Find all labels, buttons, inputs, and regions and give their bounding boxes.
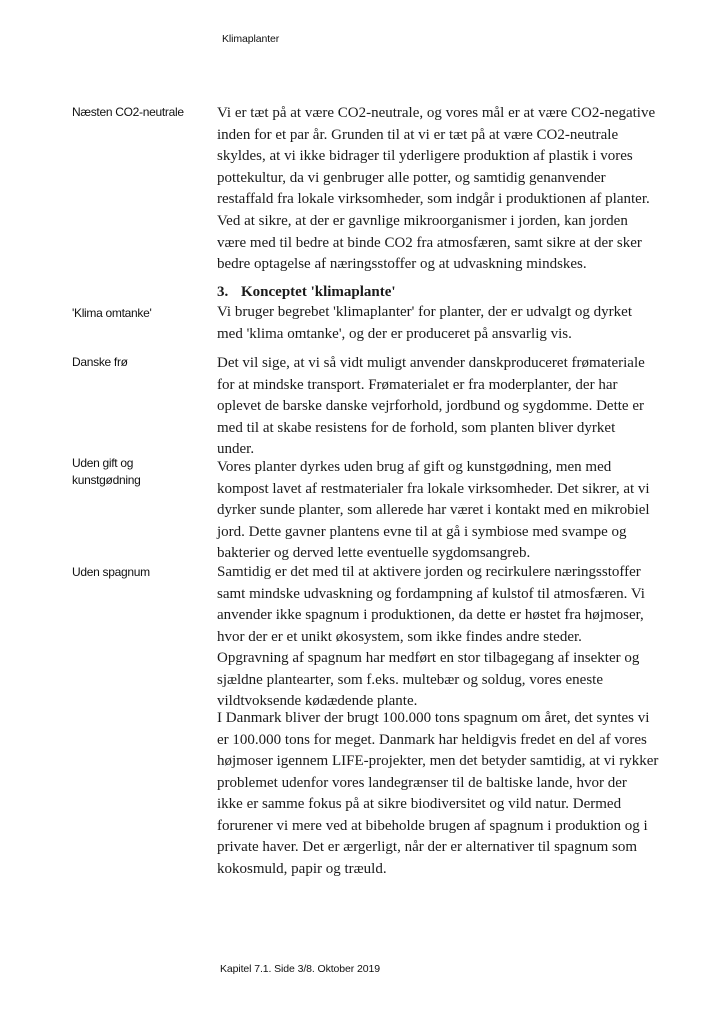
paragraph-uden-spagnum [217,562,687,713]
text-line: ikke er samme fokus på at sikre biodiversitet og vild natur. Dermed [217,796,622,812]
sidebar-label-line: kunstgødning [72,473,141,487]
paragraph-co2-neutral [217,103,687,211]
sidebar-label-uden-spagnum: Uden spagnum [72,565,150,579]
text-line: er 100.000 tons for meget. Danmark har heldigvis fredet en del af vores [217,731,647,748]
sidebar-label-uden-gift [72,455,140,489]
section-heading [217,284,396,301]
text-line: restaffald fra lokale virksomheder, som indgår i produktionen af planter. [217,191,650,207]
text-line: dyrker sunde planter, som allerede har været i kontakt med en mikrobiel [217,502,650,518]
text-line: anvender ikke spagnum i produktionen, da dette er høstet fra højmoser, [217,607,644,623]
text-line: kompost lavet af restmaterialer fra lokale virksomheder. Det sikrer, at vi [217,480,650,497]
text-line: hvor der er et unikt økosystem, som ikke findes andre steder. [217,628,582,645]
text-line: kokosmuld, papir og træuld. [217,860,387,877]
text-line: samt mindske udvaskning og fordampning af kulstof til atmosfæren. Vi [217,585,645,602]
section-title: Konceptet 'klimaplante' [241,284,396,300]
text-line: forurener vi mere ved at bibeholde brugen af spagnum i produktion og i [217,817,648,834]
paragraph-uden-gift [217,457,687,565]
sidebar-label-danske-fro: Danske frø [72,355,128,369]
sidebar-label-line: Uden gift og [72,456,134,470]
text-line: Vi bruger begrebet 'klimaplanter' for planter, der er udvalgt og dyrket [217,304,632,320]
text-line: bakterier og derved lette eventuelle sygdomsangreb. [217,545,531,561]
text-line: højmoser igennem LIFE-projekter, men det betyder samtidig, at vi rykker [217,753,659,769]
text-line: med 'klima omtanke', og der er produceret på ansvarlig vis. [217,325,572,342]
text-line: inden for et par år. Grunden til at vi er tæt på at være CO2-neutrale [217,126,619,143]
text-line: jord. Dette gavner plantens evne til at gå i symbiose med svampe og [217,523,627,540]
text-line: I Danmark bliver der brugt 100.000 tons spagnum om året, det syntes vi [217,710,650,726]
text-line: Det vil sige, at vi så vidt muligt anvender danskproduceret frømateriale [217,355,645,371]
sidebar-label-co2-neutral: Næsten CO2-neutrale [72,105,184,119]
text-line: Ved at sikre, at der er gavnlige mikroorganismer i jorden, kan jorden [217,213,628,229]
page-header: Klimaplanter [222,33,280,45]
text-line: Vi er tæt på at være CO2-neutrale, og vores mål er at være CO2-negative [217,105,656,121]
text-line: problemet udenfor vores landegrænser til de baltiske lande, hvor der [217,774,627,791]
text-line: Opgravning af spagnum har medført en stor tilbagegang af insekter og [217,650,640,666]
text-line: være med til bedre at binde CO2 fra atmosfæren, samt sikre at der sker [217,234,642,251]
text-line: skyldes, at vi ikke bidrager til yderligere produktion af plastik i vores [217,148,633,164]
text-line: Samtidig er det med til at aktivere jorden og recirkulere næringsstoffer [217,564,641,580]
text-line: for at mindske transport. Frømaterialet er fra moderplanter, der har [217,376,618,393]
sidebar-label-klima-omtanke: 'Klima omtanke' [72,306,152,320]
paragraph-danske-fro [217,353,687,461]
text-line: private haver. Det er ærgerligt, når der er alternativer til spagnum som [217,839,637,855]
text-line: pottekultur, da vi genbruger alle potter, og samtidig genanvender [217,169,606,186]
page-footer: Kapitel 7.1. Side 3/8. Oktober 2019 [220,963,380,975]
text-line: Vores planter dyrkes uden brug af gift og kunstgødning, men med [217,459,612,475]
text-line: oplevet de barske danske vejrforhold, jordbund og sygdomme. Dette er [217,398,644,414]
text-line: vildtvoksende kødædende plante. [217,693,418,709]
text-line: under. [217,441,255,457]
text-line: med til at skabe resistens for de forhold, som planten bliver dyrket [217,419,616,436]
paragraph-danmark-spagnum [217,708,687,880]
text-line: bedre optagelse af næringsstoffer og at udvaskning mindskes. [217,256,587,272]
paragraph-klimaplanter [217,302,687,345]
section-number: 3. [217,284,229,300]
text-line: sjældne plantearter, som f.eks. multebær og soldug, vores eneste [217,671,603,688]
paragraph-mikroorganismer [217,211,687,276]
